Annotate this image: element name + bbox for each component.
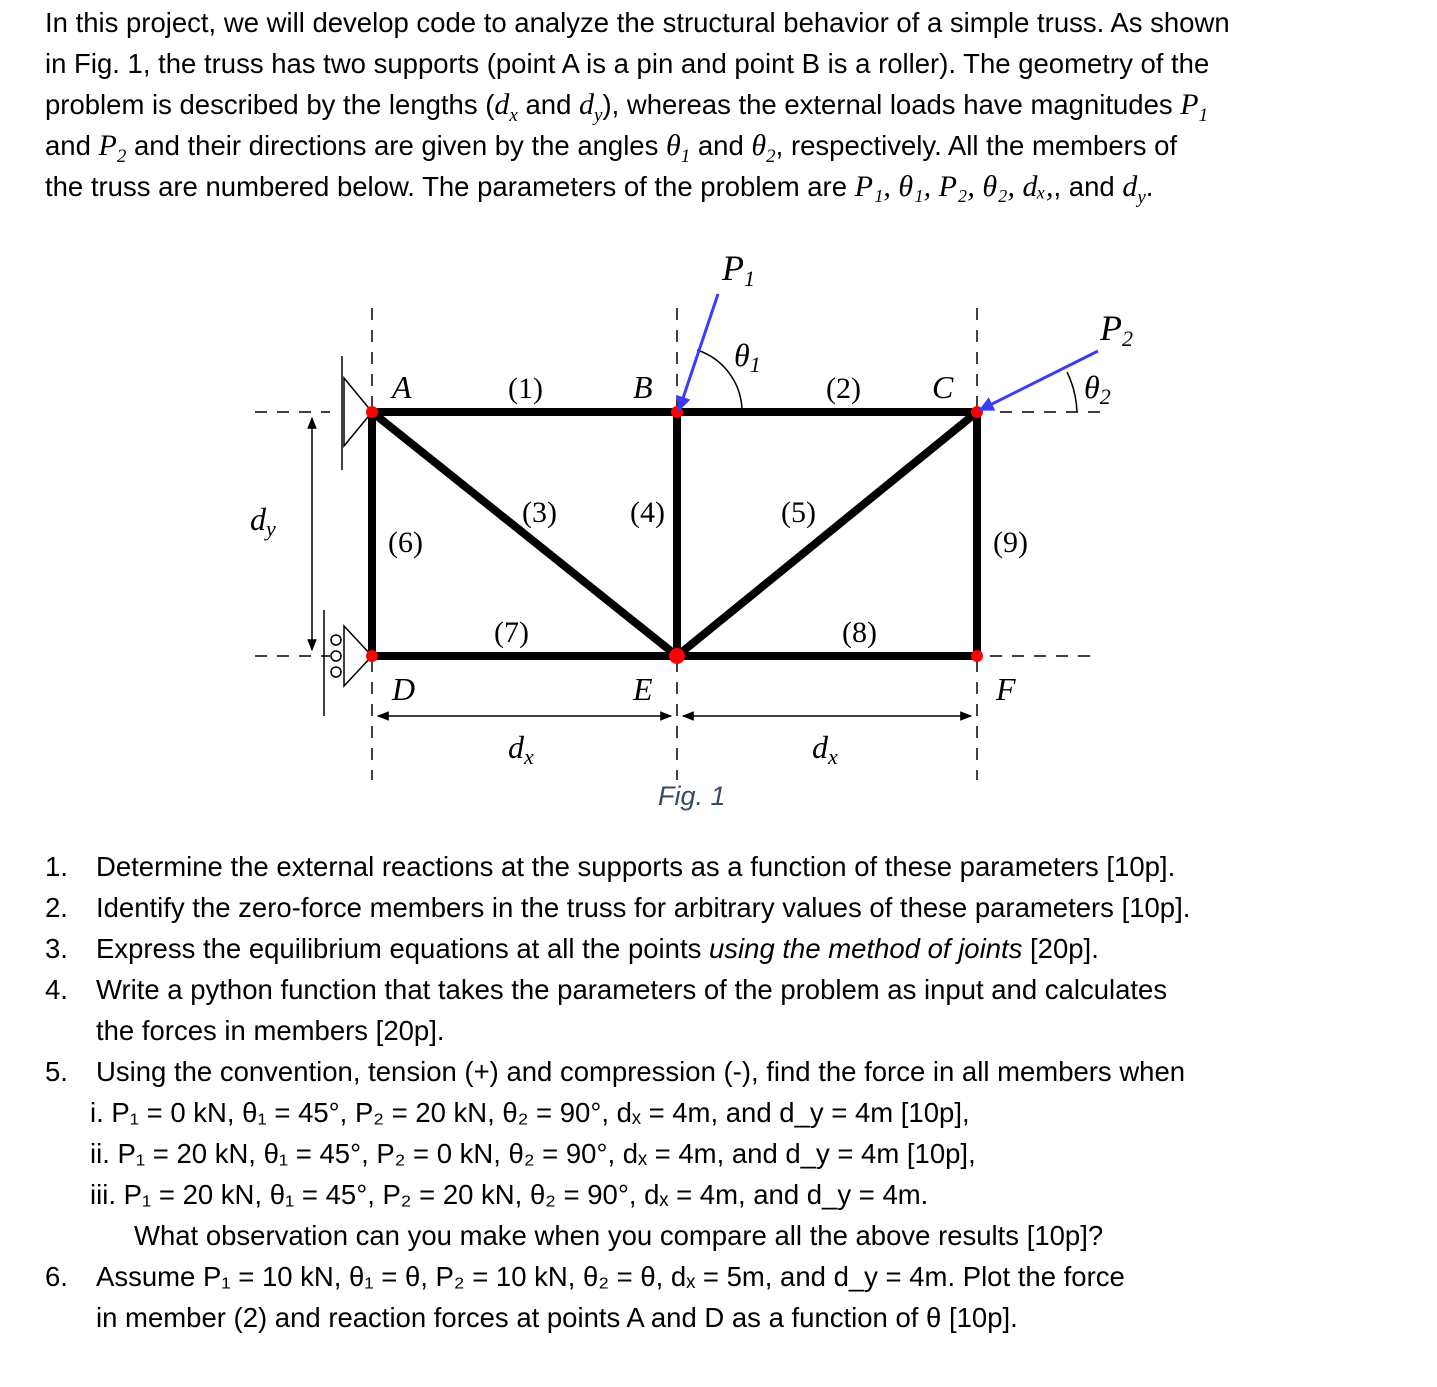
task-list: [45, 846, 1425, 1338]
symbol-dx: $d_x$: [494, 88, 518, 126]
member-label-1: (1): [508, 372, 543, 405]
intro-text: ), whereas the external loads have magnitudes: [602, 89, 1181, 120]
member-label-8: (8): [842, 616, 877, 649]
figure-caption: Fig. 1: [658, 781, 726, 811]
truss-members: [372, 412, 977, 656]
load-p2-arrow: [980, 351, 1098, 410]
dim-label-dx-2: dx: [812, 729, 838, 769]
task-4-cont: the forces in members [20p].: [96, 1015, 445, 1046]
joint-a: [366, 406, 378, 418]
task-5-ii: ii. P₁ = 20 kN, θ₁ = 45°, P₂ = 0 kN, θ₂ = 90°, dₓ = 4m, and d_y = 4m [10p],: [90, 1138, 976, 1169]
member-label-3: (3): [522, 496, 557, 529]
intro-text: and their directions are given by the angles: [126, 130, 666, 161]
load-p1-arrow: [679, 294, 718, 410]
intro-text: and: [517, 89, 580, 120]
task-6: 6. Assume P₁ = 10 kN, θ₁ = θ, P₂ = 10 kN, θ₂ = θ, dₓ = 5m, and d_y = 4m. Plot the force: [45, 1261, 1125, 1292]
member-label-2: (2): [826, 372, 861, 405]
symbol-theta1: $\theta_1$: [666, 129, 691, 167]
node-label-b: B: [633, 369, 653, 405]
intro-text: the truss are numbered below. The parameters of the problem are: [45, 171, 855, 202]
joint-e: [669, 648, 685, 664]
task-3: 3. Express the equilibrium equations at all the points using the method of joints [20p].: [45, 933, 1099, 964]
load-label-p2: P2: [1100, 308, 1133, 351]
intro-text: , respectively. All the members of: [775, 130, 1178, 161]
task-6-cont: in member (2) and reaction forces at points A and D as a function of θ [10p].: [96, 1302, 1018, 1333]
roller-support-d: [324, 610, 372, 716]
node-label-f: F: [996, 671, 1016, 707]
symbol-dy-end: $d_y$: [1122, 170, 1146, 208]
load-label-p1: P1: [722, 248, 755, 291]
member-label-6: (6): [388, 526, 423, 559]
intro-text: and: [45, 130, 99, 161]
intro-line-2: in Fig. 1, the truss has two supports (point A is a pin and point B is a roller). The geometry of the: [45, 48, 1210, 79]
node-label-e: E: [633, 671, 653, 707]
member-label-4: (4): [630, 496, 665, 529]
symbol-p2: $P_2$: [98, 129, 127, 167]
symbol-dy: $d_y$: [579, 88, 603, 126]
node-label-c: C: [932, 369, 954, 405]
symbol-theta2: $\theta_2$: [751, 129, 776, 167]
intro-text: problem is described by the lengths (: [45, 89, 495, 120]
intro-line-1: In this project, we will develop code to analyze the structural behavior of a simple truss. As shown: [45, 7, 1230, 38]
task-1: 1. Determine the external reactions at the supports as a function of these parameters [10p].: [45, 851, 1176, 882]
node-label-d: D: [392, 671, 416, 707]
node-label-a: A: [392, 369, 412, 405]
member-label-9: (9): [993, 526, 1028, 559]
intro-text: .: [1145, 171, 1154, 202]
angle-label-theta2: θ2: [1084, 369, 1111, 409]
symbol-p1: $P_1$: [1180, 88, 1209, 126]
member-label-7: (7): [494, 616, 529, 649]
task-5-question: What observation can you make when you compare all the above results [10p]?: [134, 1220, 1104, 1251]
member-5: [677, 412, 977, 656]
dim-label-dx-1: dx: [508, 729, 534, 769]
task-5: 5. Using the convention, tension (+) and compression (-), find the force in all members when: [45, 1056, 1186, 1087]
task-2: 2. Identify the zero-force members in the truss for arbitrary values of these parameters [10p].: [45, 892, 1191, 923]
angle-label-theta1: θ1: [734, 337, 761, 377]
task-4: 4. Write a python function that takes the parameters of the problem as input and calculates: [45, 974, 1168, 1005]
member-label-5: (5): [781, 496, 816, 529]
joint-f: [971, 650, 983, 662]
joint-d: [366, 650, 378, 662]
dim-label-dy: dy: [250, 501, 276, 541]
theta2-arc: [1067, 372, 1077, 412]
intro-text: and: [690, 130, 752, 161]
symbol-params-list: P₁, θ₁, P₂, θ₂, dₓ,: [854, 170, 1054, 203]
intro-text: , and: [1053, 171, 1123, 202]
task-5-i: i. P₁ = 0 kN, θ₁ = 45°, P₂ = 20 kN, θ₂ = 90°, dₓ = 4m, and d_y = 4m [10p],: [90, 1097, 970, 1128]
task-5-iii: iii. P₁ = 20 kN, θ₁ = 45°, P₂ = 20 kN, θ₂ = 90°, dₓ = 4m, and d_y = 4m.: [90, 1179, 929, 1210]
